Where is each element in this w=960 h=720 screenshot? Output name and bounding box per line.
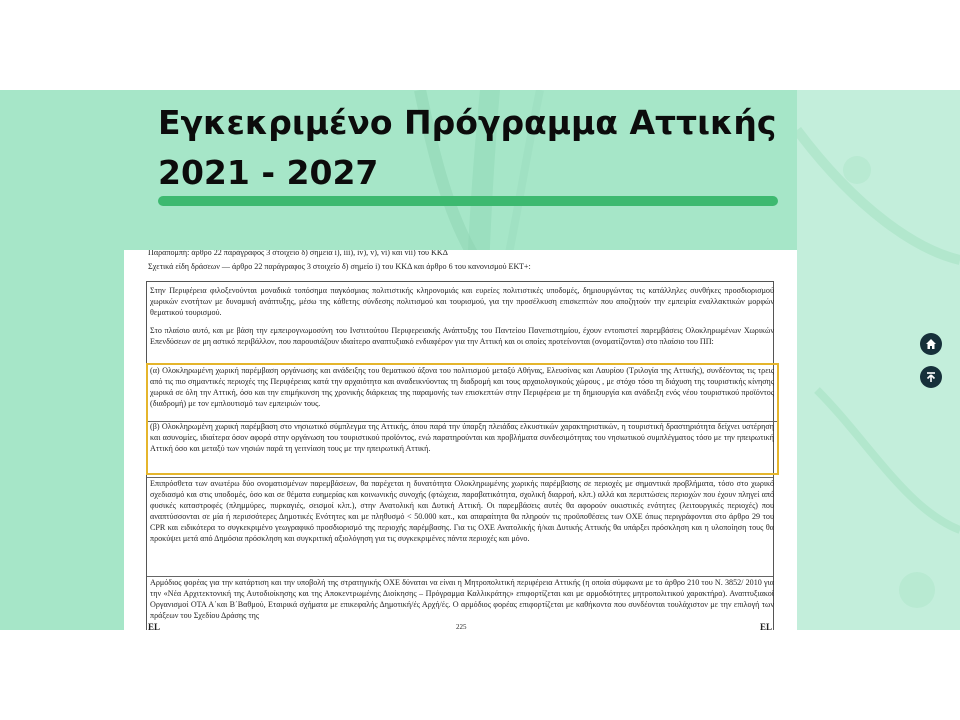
slide-title-line1: Εγκεκριμένο Πρόγραμμα Αττικής	[158, 103, 777, 142]
paragraph-heritage: Στην Περιφέρεια φιλοξενούνται μοναδικά τοπόσημα παγκόσμιας πολιτιστικής κληρονομιάς και ευρείες πολιτιστικές υποδομές, δημιουργώντας τις κατάλληλες συνθήκες προσδιορισμού χωρικών ενοτήτων με δυναμική ανάπτυξης, μέσω της κάθετης σύνδεσης πολιτισμού και τουρισμού, για την προσέλκυση επισκεπτών που αποζητούν την εμπειρία εναλλακτικών μορφών θεματικού τουρισμού.	[150, 286, 774, 317]
home-icon	[925, 338, 937, 350]
footer-lang-left: EL	[148, 622, 161, 630]
title-underline-bar	[158, 196, 778, 206]
paragraph-responsible-body: Αρμόδιος φορέας για την κατάρτιση και την υποβολή της στρατηγικής ΟΧΕ δύναται να είναι η Μητροπολιτική περιφέρεια Αττικής (η οποία σύμφωνα με το άρθρο 210 του Ν. 3852/ 2010 για την «Νέα Αρχιτεκτονική της Αυτοδιοίκησης και της Αποκεντρωμένης Διοίκησης – Πρόγραμμα Καλλικράτης» επιφορτίζεται και με αρμοδιότητες μητροπολιτικού χαρακτήρα). Αναπτυξιακοί Οργανισμοί ΟΤΑ Α΄και Β΄Βαθμού, Εταιρικά σχήματα με επικεφαλής Δημοτική/ές Αρχή/ές. Ο αρμόδιος φορέας επιφορτίζεται με καθήκοντα που συνδέονται τουλάχιστον με την επιλογή των πράξεων του Σχεδίου Δράσης της	[150, 578, 774, 620]
slide-title	[158, 98, 798, 198]
paragraph-institute: Στο πλαίσιο αυτό, και με βάση την εμπειρογνωμοσύνη του Ινστιτούτου Περιφερειακής Ανάπτυξης του Παντείου Πανεπιστημίου, έχουν εντοπιστεί παρεμβάσεις Ολοκληρωμένων Χωρικών Επενδύσεων σε μη αστικό περιβάλλον, που παρουσιάζουν ιδιαίτερο αναπτυξιακό ενδιαφέρον για την Αττική και οι οποίες προτείνονται (ονοματίζονται) στο πλαίσιο του ΠΠ:	[150, 326, 774, 346]
section-separator	[147, 477, 773, 478]
intervention-a: (α) Ολοκληρωμένη χωρική παρέμβαση οργάνωσης και ανάδειξης του θεματικού άξονα του πολιτισμού μεταξύ Αθήνας, Ελευσίνας και Λαυρίου (Τριλογία της Αττικής), συνδέοντας τις τρεις από τις πιο σημαντικές περιοχές της Περιφέρειας κατά την αρχαιότητα και αναδεικνύοντας τη διαδρομή και τους αρχαιολογικούς χώρους , με στόχο τόσο τη διάχυση της τουριστικής κίνησης χωρικά σε όλη την Αττική, όσο και την επιμήκυνση της χρονικής διάρκειας της παραμονής των επισκεπτών στην Περιφέρεια με τη δημιουργία και ανάδειξη ενός νέου τουριστικού προϊόντος (διαδρομή) με τον εμπλουτισμό των εμπειριών τους.	[150, 366, 774, 408]
action-types-line: Σχετικά είδη δράσεων — άρθρο 22 παράγραφος 3 στοιχείο δ) σημείο i) του ΚΚΔ και άρθρο 6 του κανονισμού ΕΚΤ+:	[148, 262, 531, 271]
document-scan	[124, 250, 797, 630]
section-separator	[147, 576, 773, 577]
document-footer	[124, 622, 797, 630]
arrow-up-icon	[925, 371, 937, 383]
footer-lang-right: EL	[760, 622, 773, 630]
intervention-b: (β) Ολοκληρωμένη χωρική παρέμβαση στο νησιωτικό σύμπλεγμα της Αττικής, όπου παρά την ύπαρξη πλειάδας ελκυστικών χαρακτηριστικών, η τουριστική δραστηριότητα δείχνει υστέρηση και ασυνομίες, ιδιαίτερα όσον αφορά στην οργάνωση του τουριστικού προϊόντος, ενώ παρατηρούνται και προβλήματα συνδεσιμότητας του νησιωτικού συμπλέγματος τόσο με την ηπειρωτική Αττική όσο και μεταξύ των νησιών παρά τη γειτνίαση τους με την ηπειρωτική Αττική.	[150, 422, 774, 453]
paragraph-additional-interventions: Επιπρόσθετα των ανωτέρω δύο ονοματισμένων παρεμβάσεων, θα παρέχεται η δυνατότητα Ολοκληρωμένης χωρικής παρέμβασης σε περιοχές με σημαντικά προβλήματα, τόσο στο χωρικό σχεδιασμό και στις υποδομές, όσο και σε θέματα ευημερίας και κοινωνικής συνοχής (φτώχεια, παραβατικότητα, σχολική διαρροή, κλπ.) αλλά και περιπτώσεις περιοχών που έχουν πληγεί από φυσικές καταστροφές (πλημμύρες, πυρκαγιές, σεισμοί κλπ.), στην Ανατολική και Δυτική Αττική. Οι παρεμβάσεις αυτές θα αφορούν οικιστικές ενότητες (λειτουργικές περιοχές) που αναπτύσσονται σε μία ή περισσότερες Δημοτικές Ενότητες και με πληθυσμό < 50.000 κατ., και απαραίτητα θα πληρούν τις προϋποθέσεις των ΟΧΕ όπως περιγράφονται στο άρθρο 29 του CPR και ειδικότερα το συγκεκριμένο γεωγραφικό προσδιορισμό της περιοχής παρέμβασης. Για τις ΟΧΕ Ανατολικής ή/και Δυτικής Αττικής θα υπάρξει πρόσκληση και η υλοποίηση τους θα προκύψει μετά από Δημόσια πρόσκληση και συγκριτική αξιολόγηση για τις συγκεκριμένες πάντα περιοχές και μόνο.	[150, 479, 774, 543]
slide-title-line2: 2021 - 2027	[158, 153, 379, 192]
right-decor-panel	[797, 90, 960, 630]
reference-line: Παραπομπή: άρθρο 22 παράγραφος 3 στοιχείο δ) σημεία i), iii), iv), v), vi) και vii) του ΚΚΔ	[148, 250, 448, 257]
page-number: 225	[456, 623, 467, 630]
scroll-top-button[interactable]	[920, 366, 942, 388]
slide	[0, 90, 960, 630]
home-button[interactable]	[920, 333, 942, 355]
